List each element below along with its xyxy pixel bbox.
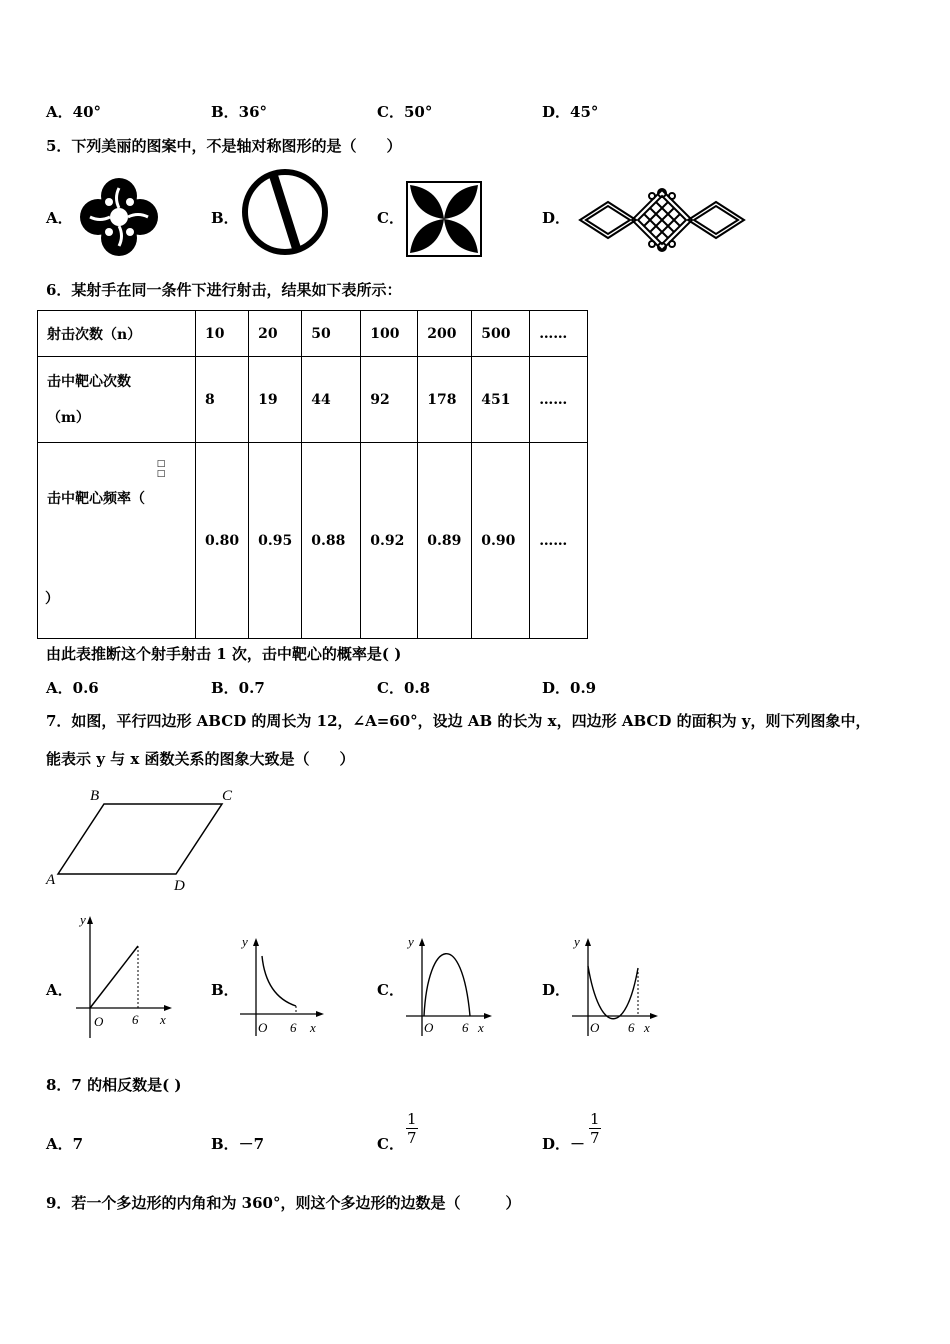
- q6-row-shots: [38, 311, 588, 357]
- q4-option-a: A．40°: [46, 103, 102, 121]
- q6-option-b: B．0.7: [211, 679, 265, 697]
- q6-row-hits-header-line1: 击中靶心次数: [47, 373, 131, 390]
- q6-cell: 451: [472, 357, 530, 443]
- q6-option-c: C．0.8: [377, 679, 431, 697]
- q6-row-frequency: [38, 443, 588, 639]
- q6-cell: 92: [361, 357, 418, 443]
- q6-row-hits: [38, 357, 588, 443]
- q6-cell: 20: [249, 311, 302, 357]
- q7-graph-d-origin: O: [590, 1020, 600, 1035]
- q5-figure-c-petals: [406, 181, 482, 257]
- q6-row-hits-header: [38, 357, 196, 443]
- q5-stem: 5．下列美丽的图案中，不是轴对称图形的是（ ）: [46, 137, 402, 155]
- q7-graph-c-arch: [404, 932, 494, 1042]
- q7-graph-d-y-label: y: [574, 934, 580, 949]
- q8-option-d-label: D．－: [542, 1135, 586, 1153]
- q6-option-d: D．0.9: [542, 679, 597, 697]
- q4-option-b: B．36°: [211, 103, 268, 121]
- q9-stem: 9．若一个多边形的内角和为 360°，则这个多边形的边数是（ ）: [46, 1194, 521, 1212]
- q7-graph-a-linear: [72, 910, 176, 1044]
- q5-label-b: B．: [211, 209, 239, 227]
- q5-figure-b-circle-slash: [240, 168, 330, 256]
- q7-graph-a-x-label: x: [160, 1012, 166, 1027]
- q8-option-d-fraction: [589, 1110, 601, 1147]
- q7-vertex-d: D: [174, 878, 185, 894]
- q6-row-hits-header-line2: （m）: [47, 409, 90, 426]
- q6-cell: 100: [361, 311, 418, 357]
- q7-graph-c-origin: O: [424, 1020, 434, 1035]
- q6-row-frequency-header: [38, 443, 196, 639]
- q7-label-b: B．: [211, 981, 239, 999]
- q6-cell: ……: [530, 311, 588, 357]
- q7-graph-b-y-label: y: [242, 934, 248, 949]
- q7-graph-b-origin: O: [258, 1020, 268, 1035]
- q4-option-d: D．45°: [542, 103, 599, 121]
- q7-graph-a-six: 6: [132, 1012, 139, 1027]
- q7-graph-d-six: 6: [628, 1020, 635, 1035]
- q6-cell: 0.95: [249, 443, 302, 639]
- q6-cell: 10: [196, 311, 249, 357]
- q6-row-shots-header: 射击次数（n）: [38, 311, 196, 357]
- q7-vertex-b: B: [90, 788, 100, 804]
- q6-cell: 178: [418, 357, 472, 443]
- q6-cell: 200: [418, 311, 472, 357]
- q6-cell: 0.88: [302, 443, 361, 639]
- q6-followup: 由此表推断这个射手射击 1 次，击中靶心的概率是( ): [46, 645, 402, 663]
- q4-option-c: C．50°: [377, 103, 433, 121]
- q7-vertex-a: A: [46, 872, 56, 888]
- q6-cell: 0.90: [472, 443, 530, 639]
- q7-label-d: D．: [542, 981, 571, 999]
- q6-cell: ……: [530, 357, 588, 443]
- q7-stem-line1: 7．如图，平行四边形 ABCD 的周长为 12，∠A=60°，设边 AB 的长为 x，四边形 ABCD 的面积为 y，则下列图象中，: [46, 712, 871, 730]
- q7-graph-c-x-label: x: [478, 1020, 484, 1035]
- q6-stem: 6．某射手在同一条件下进行射击，结果如下表所示：: [46, 281, 402, 299]
- q5-figure-d-chinese-knot: [578, 188, 746, 252]
- q6-cell: 0.89: [418, 443, 472, 639]
- q8-option-c-label: C．: [377, 1135, 404, 1153]
- q7-graph-a-origin: O: [94, 1014, 104, 1029]
- q6-cell: 44: [302, 357, 361, 443]
- q7-graph-c-y-label: y: [408, 934, 414, 949]
- q7-vertex-c: C: [222, 788, 233, 804]
- q7-label-a: A．: [46, 981, 73, 999]
- q6-frequency-fraction-glyph: □ □: [156, 459, 166, 479]
- q7-label-c: C．: [377, 981, 404, 999]
- q5-label-c: C．: [377, 209, 404, 227]
- q6-row-frequency-header-line2: ）: [45, 591, 59, 607]
- q6-cell: ……: [530, 443, 588, 639]
- q8-option-d-denominator: 7: [590, 1129, 600, 1147]
- q8-option-c-denominator: 7: [407, 1129, 417, 1147]
- q5-label-d: D．: [542, 209, 571, 227]
- q5-label-a: A．: [46, 209, 73, 227]
- q7-graph-b-six: 6: [290, 1020, 297, 1035]
- q6-cell: 50: [302, 311, 361, 357]
- q8-option-b: B．－7: [211, 1135, 265, 1153]
- q7-graph-d-x-label: x: [644, 1020, 650, 1035]
- q8-option-c-fraction: [406, 1110, 418, 1147]
- q6-row-frequency-header-line1: 击中靶心频率（: [47, 491, 145, 507]
- q7-stem-line2: 能表示 y 与 x 函数关系的图象大致是（ ）: [46, 750, 355, 768]
- q7-graph-c-six: 6: [462, 1020, 469, 1035]
- q7-graph-d-u-curve: [570, 932, 660, 1042]
- q7-graph-b-x-label: x: [310, 1020, 316, 1035]
- q8-stem: 8．7 的相反数是( ): [46, 1076, 182, 1094]
- q8-option-c-numerator: 1: [407, 1110, 417, 1128]
- q6-option-a: A．0.6: [46, 679, 99, 697]
- q6-cell: 8: [196, 357, 249, 443]
- q7-parallelogram-figure: [44, 786, 240, 894]
- q6-cell: 0.92: [361, 443, 418, 639]
- q8-option-d-numerator: 1: [590, 1110, 600, 1128]
- q8-option-a: A．7: [46, 1135, 84, 1153]
- q6-cell: 0.80: [196, 443, 249, 639]
- q5-figure-a-knot: [78, 178, 160, 256]
- q6-cell: 500: [472, 311, 530, 357]
- q6-shooting-table: [37, 310, 588, 639]
- q7-graph-a-y-label: y: [80, 912, 86, 927]
- q7-graph-b-decreasing: [238, 932, 326, 1042]
- q6-cell: 19: [249, 357, 302, 443]
